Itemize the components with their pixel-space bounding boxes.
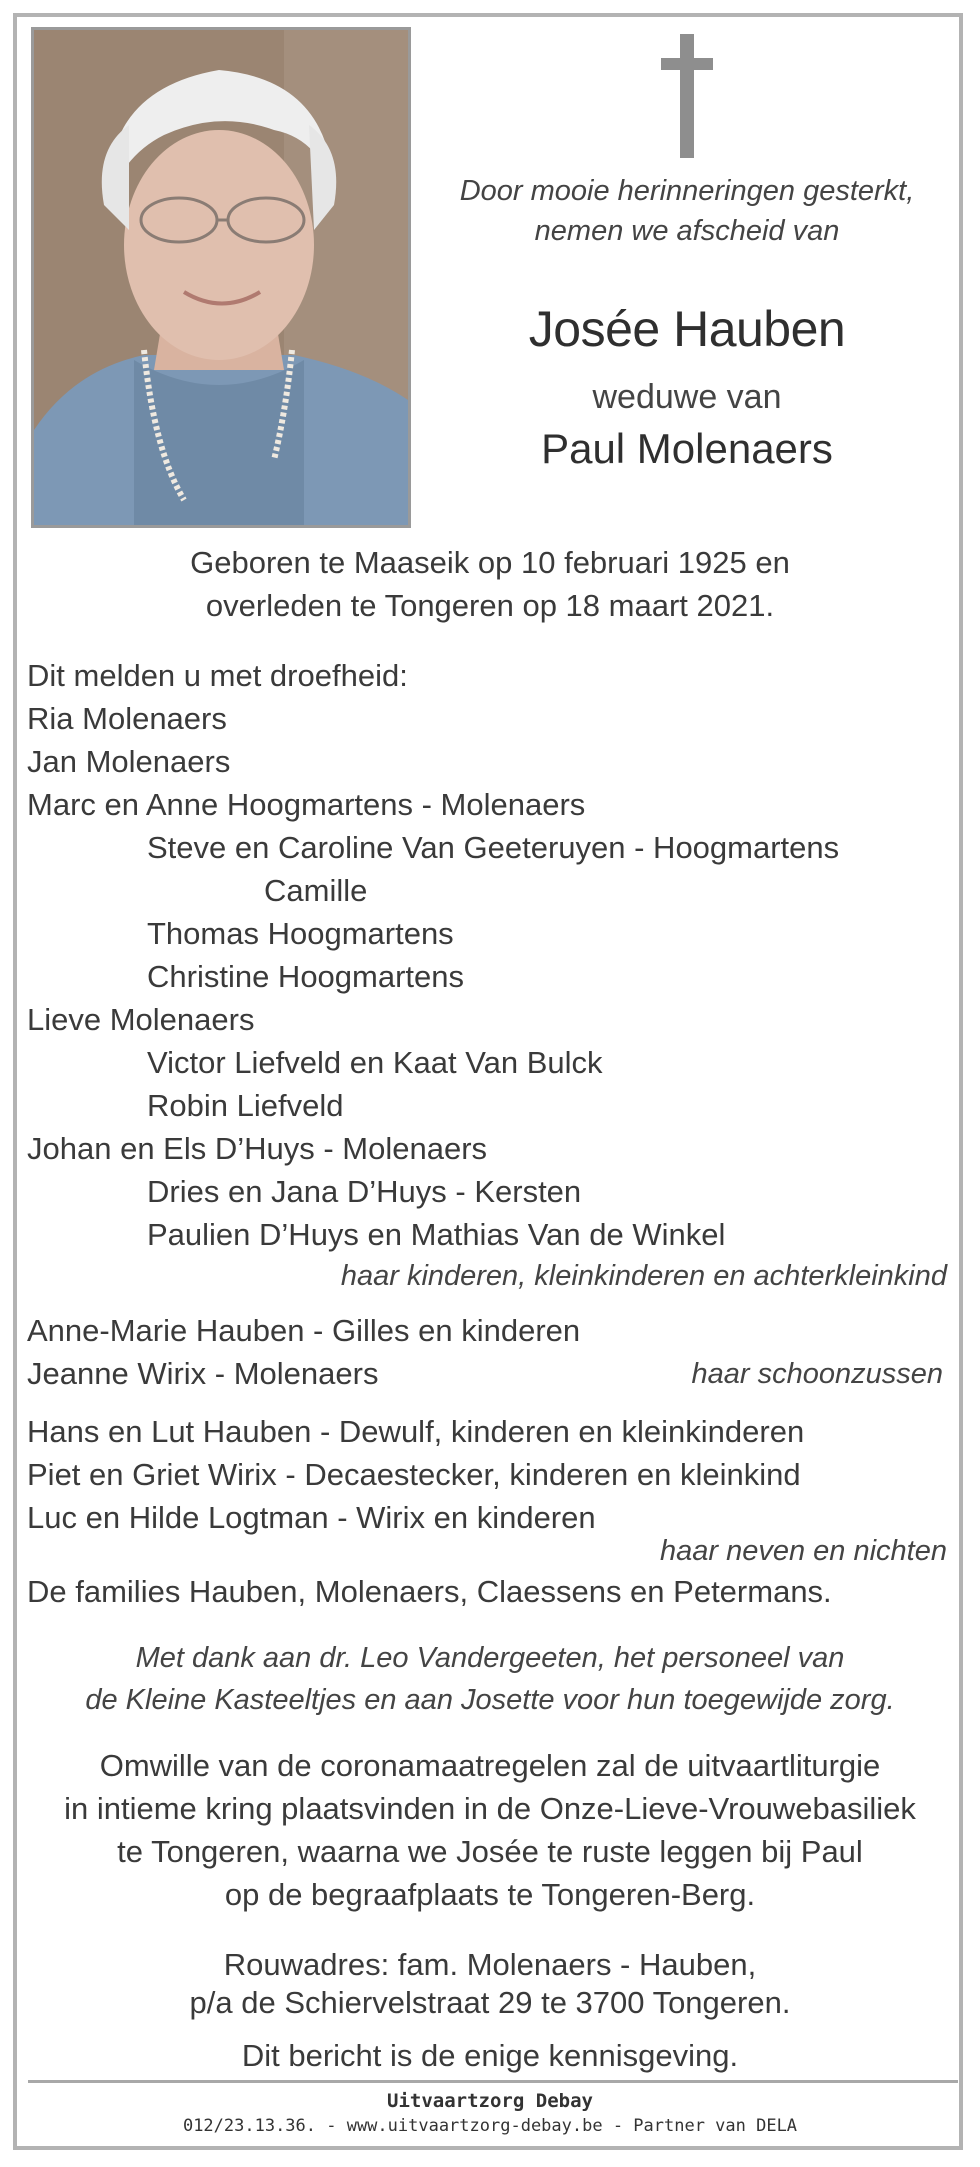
- funeral-line-2: in intieme kring plaatsvinden in de Onze-Lieve-Vrouwebasiliek: [64, 1791, 916, 1826]
- family-line: Robin Liefveld: [147, 1088, 344, 1123]
- sisters-caption: haar schoonzussen: [691, 1358, 943, 1390]
- family-line: Lieve Molenaers: [27, 1002, 255, 1037]
- nephew-line: Piet en Griet Wirix - Decaestecker, kinderen en kleinkind: [27, 1457, 801, 1492]
- family-line: Victor Liefveld en Kaat Van Bulck: [147, 1045, 603, 1080]
- sister-in-law-line: Anne-Marie Hauben - Gilles en kinderen: [27, 1313, 581, 1348]
- thanks-line-2: de Kleine Kasteeltjes en aan Josette voor hun toegewijde zorg.: [85, 1684, 895, 1716]
- intro-line-2: nemen we afscheid van: [534, 215, 840, 247]
- nephew-line: Luc en Hilde Logtman - Wirix en kinderen: [27, 1500, 596, 1535]
- funeral-home-name: Uitvaartzorg Debay: [387, 2090, 593, 2112]
- portrait-illustration: [34, 30, 408, 525]
- family-line: Marc en Anne Hoogmartens - Molenaers: [27, 787, 586, 822]
- footer-divider: [28, 2080, 958, 2083]
- spouse-name: Paul Molenaers: [541, 425, 833, 472]
- cross-icon: [680, 34, 694, 158]
- funeral-line-4: op de begraafplaats te Tongeren-Berg.: [224, 1877, 756, 1912]
- families-line: De families Hauben, Molenaers, Claessens en Petermans.: [27, 1574, 832, 1609]
- family-line: Dries en Jana D’Huys - Kersten: [147, 1174, 582, 1209]
- family-line: Thomas Hoogmartens: [147, 916, 454, 951]
- funeral-line-3: te Tongeren, waarna we Josée te ruste leggen bij Paul: [117, 1834, 863, 1869]
- birth-line: Geboren te Maaseik op 10 februari 1925 en: [190, 545, 790, 580]
- address-line-1: Rouwadres: fam. Molenaers - Hauben,: [223, 1947, 757, 1982]
- intro-line-1: Door mooie herinneringen gesterkt,: [459, 175, 915, 207]
- nephew-line: Hans en Lut Hauben - Dewulf, kinderen en kleinkinderen: [27, 1414, 805, 1449]
- children-caption: haar kinderen, kleinkinderen en achterkleinkind: [340, 1260, 947, 1292]
- cross-icon-bar: [661, 58, 713, 70]
- thanks-line-1: Met dank aan dr. Leo Vandergeeten, het personeel van: [135, 1642, 845, 1674]
- family-line: Steve en Caroline Van Geeteruyen - Hoogmartens: [147, 830, 840, 865]
- family-line: Ria Molenaers: [27, 701, 227, 736]
- family-line: Johan en Els D’Huys - Molenaers: [27, 1131, 488, 1166]
- family-intro: Dit melden u met droefheid:: [27, 658, 408, 693]
- family-line: Camille: [264, 873, 368, 908]
- funeral-home-contact: 012/23.13.36. - www.uitvaartzorg-debay.be - Partner van DELA: [182, 2116, 798, 2136]
- funeral-line-1: Omwille van de coronamaatregelen zal de uitvaartliturgie: [99, 1748, 881, 1783]
- family-line: Jan Molenaers: [27, 744, 231, 779]
- nephews-caption: haar neven en nichten: [660, 1535, 947, 1567]
- deceased-name: Josée Hauben: [528, 301, 846, 357]
- family-line: Paulien D’Huys en Mathias Van de Winkel: [147, 1217, 726, 1252]
- death-line: overleden te Tongeren op 18 maart 2021.: [205, 588, 775, 623]
- portrait-photo: [31, 27, 411, 528]
- sister-in-law-line: Jeanne Wirix - Molenaers: [27, 1356, 379, 1391]
- notice-line: Dit bericht is de enige kennisgeving.: [241, 2038, 739, 2073]
- widow-of-label: weduwe van: [592, 378, 782, 416]
- family-line: Christine Hoogmartens: [147, 959, 465, 994]
- address-line-2: p/a de Schiervelstraat 29 te 3700 Tongeren.: [189, 1985, 791, 2020]
